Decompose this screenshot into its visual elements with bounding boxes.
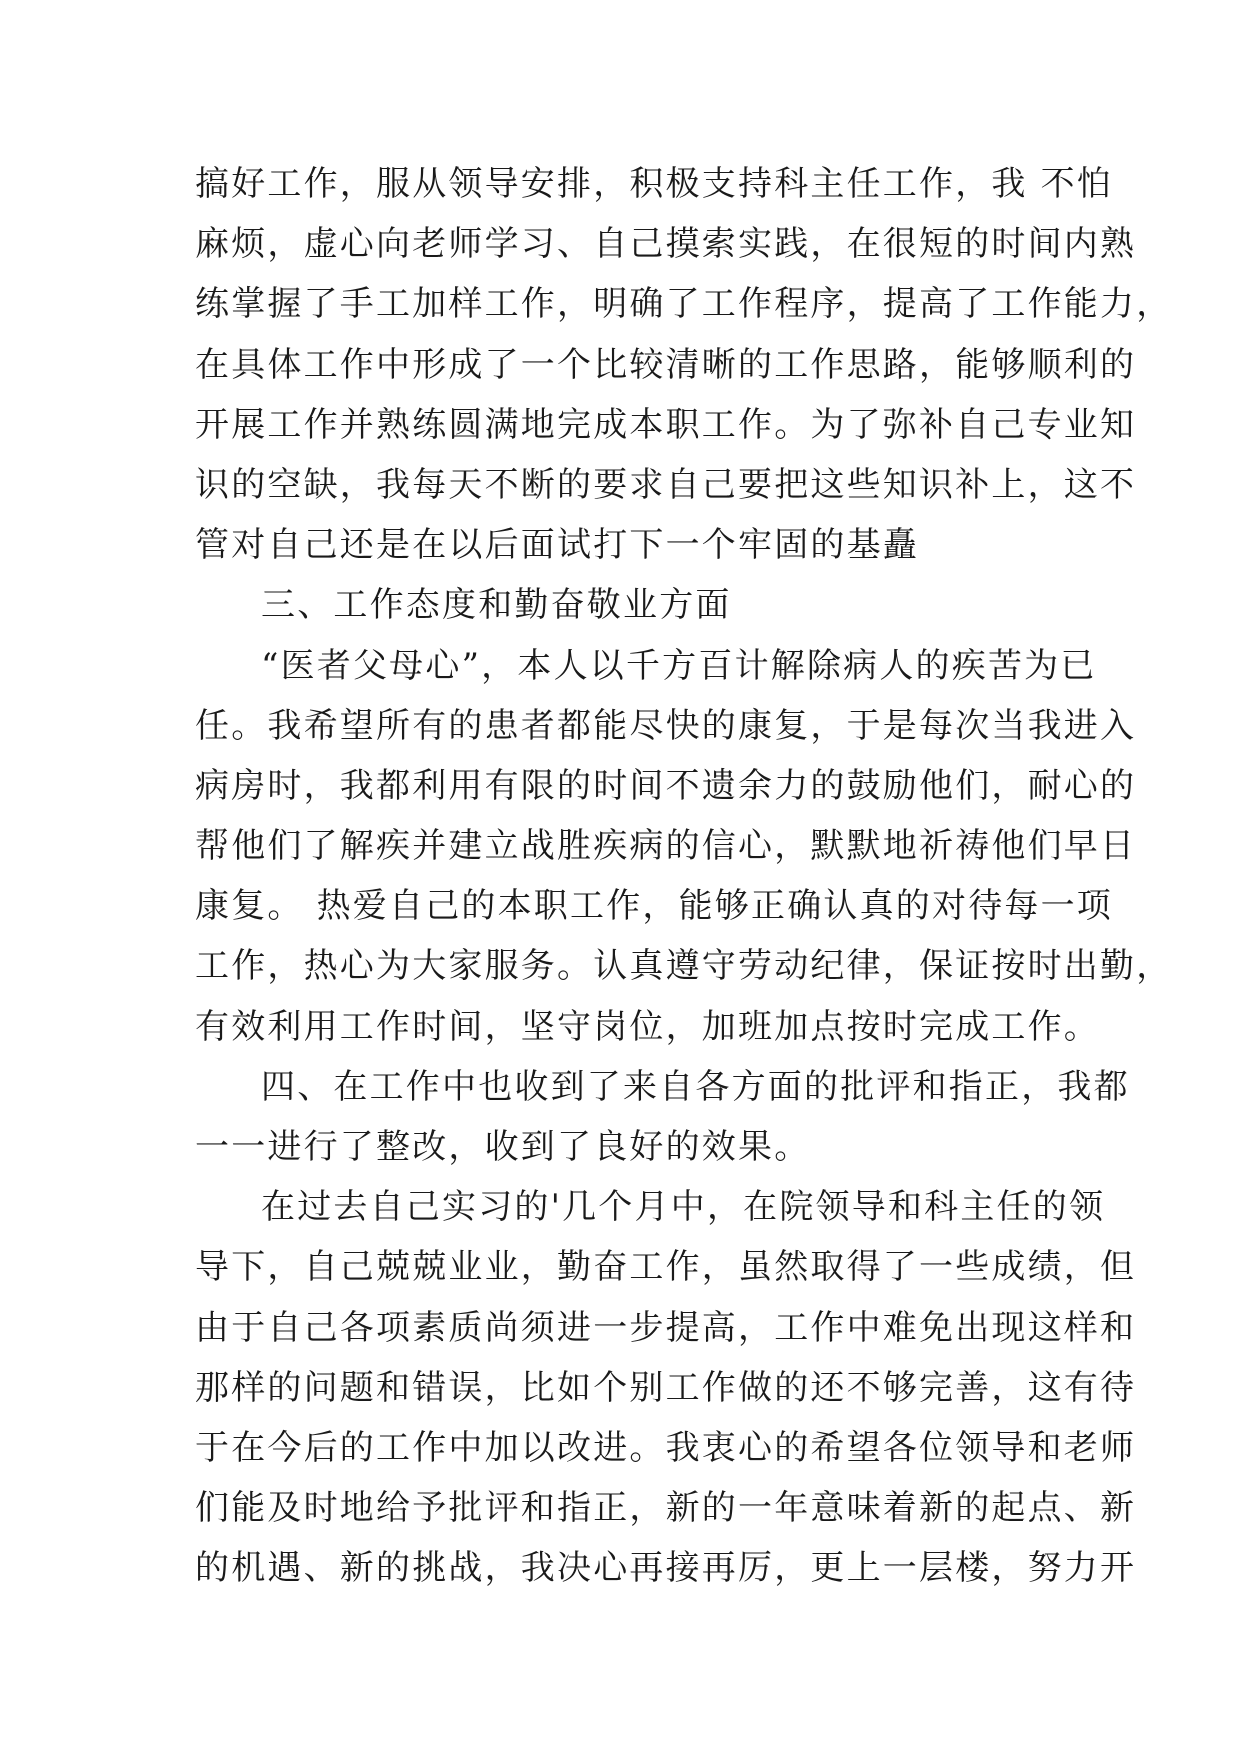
text-line: 康复。 热爱自己的本职工作，能够正确认真的对待每一项 — [195, 886, 1114, 927]
text-line: 管对自己还是在以后面试打下一个牢固的基矗 — [195, 525, 919, 566]
text-line: 搞好工作，服从领导安排，积极支持科主任工作，我 不怕 — [195, 164, 1114, 204]
text-line: 一一进行了整改，收到了良好的效果。 — [195, 1127, 811, 1167]
paragraph-first-line: 在过去自己实习的'几个月中，在院领导和科主任的领 — [261, 1187, 1106, 1228]
text-line: 那样的问题和错误，比如个别工作做的还不够完善，这有待 — [195, 1367, 1137, 1408]
text-line: 开展工作并熟练圆满地完成本职工作。为了弥补自己专业知 — [195, 404, 1137, 445]
section-heading: 四、在工作中也收到了来自各方面的批评和指正，我都 — [261, 1066, 1130, 1107]
text-line: 练掌握了手工加样工作，明确了工作程序，提高了工作能力， — [195, 284, 1173, 325]
text-line: 工作，热心为大家服务。认真遵守劳动纪律，保证按时出勤， — [195, 946, 1173, 987]
text-line: 的机遇、新的挑战，我决心再接再厉，更上一层楼，努力开 — [195, 1548, 1137, 1589]
text-line: 帮他们了解疾并建立战胜疾病的信心，默默地祈祷他们早日 — [195, 826, 1137, 867]
text-line: 们能及时地给予批评和指正，新的一年意味着新的起点、新 — [195, 1488, 1137, 1529]
text-line: 在具体工作中形成了一个比较清晰的工作思路，能够顺利的 — [195, 344, 1137, 385]
text-line: 识的空缺，我每天不断的要求自己要把这些知识补上，这不 — [195, 464, 1137, 505]
body-text — [195, 154, 1173, 1599]
text-line: 有效利用工作时间，坚守岗位，加班加点按时完成工作。 — [195, 1006, 1100, 1047]
paragraph-first-line: “医者父母心”，本人以千方百计解除病人的疾苦为已 — [261, 645, 1097, 686]
text-line: 麻烦，虚心向老师学习、自己摸索实践，在很短的时间内熟 — [195, 224, 1137, 265]
text-line: 由于自己各项素质尚须进一步提高，工作中难免出现这样和 — [195, 1307, 1137, 1348]
text-line: 任。我希望所有的患者都能尽快的康复，于是每次当我进入 — [195, 705, 1137, 746]
text-line: 导下，自己兢兢业业，勤奋工作，虽然取得了一些成绩，但 — [195, 1247, 1137, 1288]
text-line: 于在今后的工作中加以改进。我衷心的希望各位领导和老师 — [195, 1427, 1137, 1468]
section-heading: 三、工作态度和勤奋敬业方面 — [261, 585, 732, 626]
text-line: 病房时，我都利用有限的时间不遗余力的鼓励他们，耐心的 — [195, 765, 1137, 806]
